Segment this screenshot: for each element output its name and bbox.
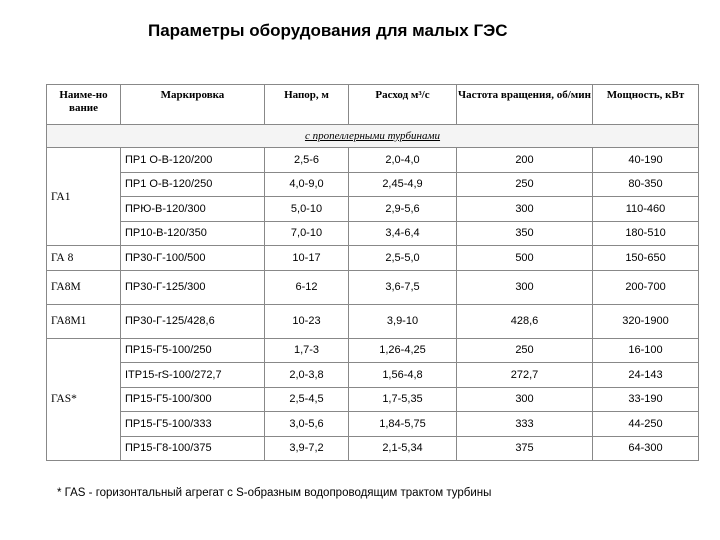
value-cell: 250 (457, 338, 593, 363)
marking-cell: ПР30-Г-125/428,6 (121, 304, 265, 338)
value-cell: 2,0-4,0 (349, 148, 457, 173)
value-cell: 16-100 (593, 338, 699, 363)
marking-cell: ПР1 О-В-120/200 (121, 148, 265, 173)
value-cell: 3,4-6,4 (349, 221, 457, 246)
value-cell: 4,0-9,0 (265, 172, 349, 197)
marking-cell: ITP15-rS-100/272,7 (121, 363, 265, 388)
marking-cell: ПР1 О-В-120/250 (121, 172, 265, 197)
table-row (47, 221, 699, 246)
value-cell: 272,7 (457, 363, 593, 388)
value-cell: 80-350 (593, 172, 699, 197)
marking-cell: ПР15-Г5-100/333 (121, 412, 265, 437)
unit-name-cell: ГА 8 (47, 246, 121, 271)
footnote: * ГАS - горизонтальный агрегат с S-образным водопроводящим трактом турбины (57, 487, 492, 499)
unit-name-cell: ГА8М1 (47, 304, 121, 338)
marking-cell: ПРЮ-В-120/300 (121, 197, 265, 222)
value-cell: 333 (457, 412, 593, 437)
value-cell: 7,0-10 (265, 221, 349, 246)
table-row (47, 172, 699, 197)
column-header: Расход м³/с (349, 85, 457, 125)
value-cell: 33-190 (593, 387, 699, 412)
value-cell: 3,0-5,6 (265, 412, 349, 437)
marking-cell: ПР30-Г-100/500 (121, 246, 265, 271)
table-row (47, 387, 699, 412)
value-cell: 3,9-10 (349, 304, 457, 338)
value-cell: 300 (457, 270, 593, 304)
table-row (47, 246, 699, 271)
table-row (47, 436, 699, 461)
column-header: Частота вращения, об/мин (457, 85, 593, 125)
value-cell: 3,9-7,2 (265, 436, 349, 461)
column-header: Маркировка (121, 85, 265, 125)
value-cell: 1,7-3 (265, 338, 349, 363)
value-cell: 2,5-5,0 (349, 246, 457, 271)
value-cell: 200-700 (593, 270, 699, 304)
value-cell: 1,26-4,25 (349, 338, 457, 363)
value-cell: 180-510 (593, 221, 699, 246)
table-row (47, 412, 699, 437)
value-cell: 350 (457, 221, 593, 246)
unit-name-cell: ГАS* (47, 338, 121, 461)
equipment-table (46, 84, 699, 461)
table-header-row (47, 85, 699, 125)
column-header: Наиме-но вание (47, 85, 121, 125)
value-cell: 300 (457, 387, 593, 412)
value-cell: 300 (457, 197, 593, 222)
table-row (47, 363, 699, 388)
value-cell: 2,45-4,9 (349, 172, 457, 197)
column-header: Напор, м (265, 85, 349, 125)
value-cell: 500 (457, 246, 593, 271)
table-row (47, 148, 699, 173)
marking-cell: ПР15-Г5-100/300 (121, 387, 265, 412)
value-cell: 1,56-4,8 (349, 363, 457, 388)
table-row (47, 270, 699, 304)
value-cell: 2,9-5,6 (349, 197, 457, 222)
value-cell: 44-250 (593, 412, 699, 437)
page-title: Параметры оборудования для малых ГЭС (148, 21, 508, 40)
marking-cell: ПР15-Г8-100/375 (121, 436, 265, 461)
marking-cell: ПР15-Г5-100/250 (121, 338, 265, 363)
value-cell: 428,6 (457, 304, 593, 338)
section-row (47, 125, 699, 148)
value-cell: 6-12 (265, 270, 349, 304)
marking-cell: ПР30-Г-125/300 (121, 270, 265, 304)
value-cell: 2,1-5,34 (349, 436, 457, 461)
value-cell: 375 (457, 436, 593, 461)
value-cell: 10-23 (265, 304, 349, 338)
section-label: с пропеллерными турбинами (47, 125, 699, 148)
value-cell: 3,6-7,5 (349, 270, 457, 304)
unit-name-cell: ГА8М (47, 270, 121, 304)
value-cell: 1,84-5,75 (349, 412, 457, 437)
column-header: Мощность, кВт (593, 85, 699, 125)
value-cell: 250 (457, 172, 593, 197)
value-cell: 10-17 (265, 246, 349, 271)
value-cell: 150-650 (593, 246, 699, 271)
value-cell: 64-300 (593, 436, 699, 461)
value-cell: 2,5-6 (265, 148, 349, 173)
value-cell: 320-1900 (593, 304, 699, 338)
value-cell: 1,7-5,35 (349, 387, 457, 412)
table-row (47, 304, 699, 338)
unit-name-cell: ГА1 (47, 148, 121, 246)
value-cell: 24-143 (593, 363, 699, 388)
table-row (47, 197, 699, 222)
value-cell: 5,0-10 (265, 197, 349, 222)
value-cell: 40-190 (593, 148, 699, 173)
value-cell: 110-460 (593, 197, 699, 222)
value-cell: 2,0-3,8 (265, 363, 349, 388)
marking-cell: ПР10-В-120/350 (121, 221, 265, 246)
table-row (47, 338, 699, 363)
value-cell: 2,5-4,5 (265, 387, 349, 412)
value-cell: 200 (457, 148, 593, 173)
